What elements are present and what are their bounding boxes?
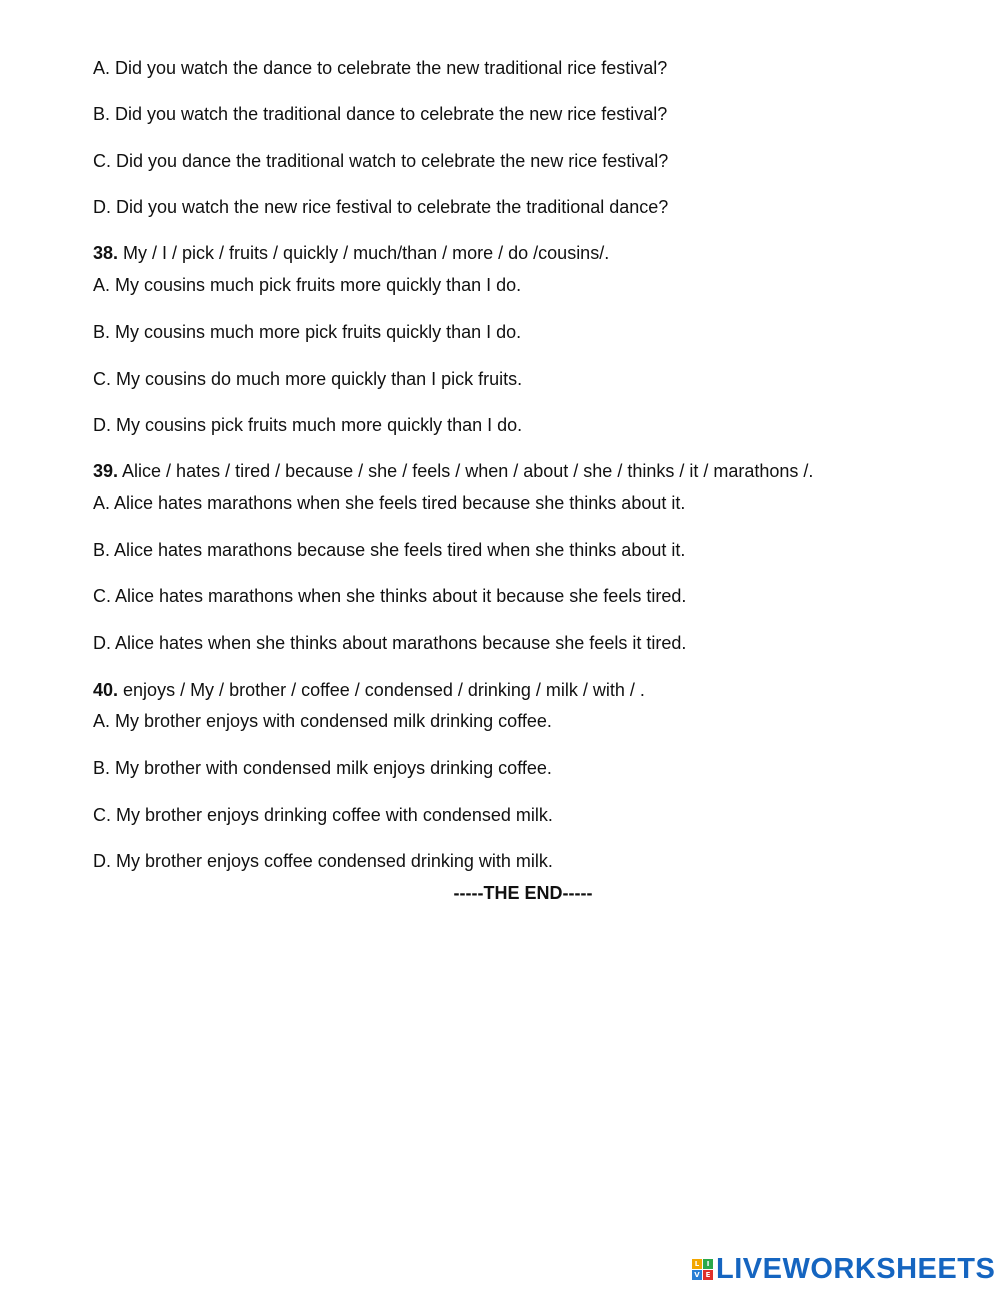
q38-option-d: D. My cousins pick fruits much more quickly than I do. (93, 415, 523, 435)
q40-number: 40. (93, 680, 119, 700)
q40-option-b: B. My brother with condensed milk enjoys drinking coffee. (93, 758, 552, 778)
q40-option-d: D. My brother enjoys coffee condensed drinking with milk. (93, 851, 553, 871)
liveworksheets-logo (692, 1254, 995, 1284)
q39-option-d: D. Alice hates when she thinks about marathons because she feels it tired. (93, 633, 687, 653)
q39-number: 39. (93, 461, 119, 481)
q38-option-b: B. My cousins much more pick fruits quickly than I do. (93, 322, 522, 342)
q38-option-c: C. My cousins do much more quickly than I pick fruits. (93, 369, 523, 389)
logo-mark-letter: I (703, 1259, 713, 1269)
q38-prompt (93, 242, 609, 264)
logo-mark-letter: E (703, 1270, 713, 1280)
q37-option-a: A. Did you watch the dance to celebrate the new traditional rice festival? (93, 58, 668, 78)
liveworksheets-logo-text: LIVEWORKSHEETS (716, 1252, 996, 1285)
q39-option-b: B. Alice hates marathons because she feels tired when she thinks about it. (93, 540, 686, 560)
q38-number: 38. (93, 243, 119, 263)
logo-mark-letter: V (692, 1270, 702, 1280)
q39-option-c: C. Alice hates marathons when she thinks about it because she feels tired. (93, 586, 687, 606)
the-end-marker: -----THE END----- (453, 883, 593, 903)
q37-option-c: C. Did you dance the traditional watch to celebrate the new rice festival? (93, 151, 669, 171)
q38-prompt-text: My / I / pick / fruits / quickly / much/than / more / do /cousins/. (118, 243, 610, 263)
logo-mark-letter: L (692, 1259, 702, 1269)
q40-option-a: A. My brother enjoys with condensed milk drinking coffee. (93, 711, 552, 731)
liveworksheets-logo-icon (692, 1259, 713, 1280)
q38-option-a: A. My cousins much pick fruits more quickly than I do. (93, 275, 522, 295)
q40-prompt-text: enjoys / My / brother / coffee / condensed / drinking / milk / with / . (118, 680, 645, 700)
q39-option-a: A. Alice hates marathons when she feels tired because she thinks about it. (93, 493, 686, 513)
q37-option-d: D. Did you watch the new rice festival to celebrate the traditional dance? (93, 197, 669, 217)
q40-option-c: C. My brother enjoys drinking coffee with condensed milk. (93, 805, 553, 825)
q40-prompt (93, 679, 645, 701)
q39-prompt (93, 460, 813, 482)
q37-option-b: B. Did you watch the traditional dance to celebrate the new rice festival? (93, 104, 668, 124)
q39-prompt-text: Alice / hates / tired / because / she / feels / when / about / she / thinks / it / marathons /. (118, 461, 814, 481)
